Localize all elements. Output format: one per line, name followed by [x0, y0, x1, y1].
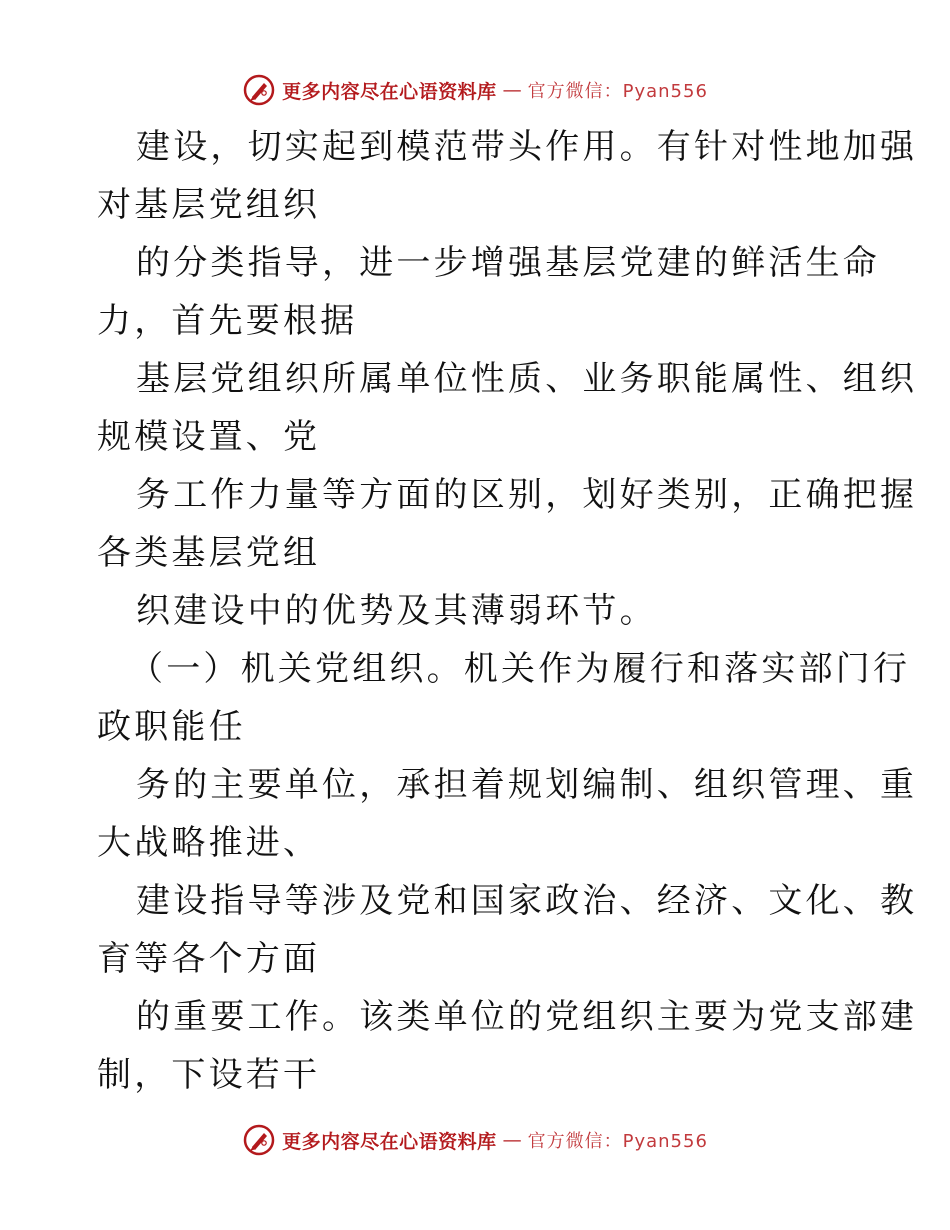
watermark-separator: —	[502, 1129, 522, 1151]
watermark-wechat-text: 官方微信：Pyan556	[527, 81, 708, 102]
text-line: 力，首先要根据	[97, 301, 358, 341]
text-line: 政职能任	[97, 707, 246, 747]
text-line: 务的主要单位，承担着规划编制、组织管理、重	[136, 765, 918, 805]
text-line: 织建设中的优势及其薄弱环节。	[136, 591, 657, 631]
text-line: 各类基层党组	[97, 533, 321, 573]
text-line: 的分类指导，进一步增强基层党建的鲜活生命	[136, 243, 880, 283]
footer-watermark	[0, 1120, 950, 1160]
watermark-brand-text: 更多内容尽在心语资料库	[282, 1130, 497, 1153]
text-line: 务工作力量等方面的区别，划好类别，正确把握	[136, 475, 918, 515]
text-line: 的重要工作。该类单位的党组织主要为党支部建	[136, 997, 918, 1037]
document-body	[97, 118, 918, 1104]
text-line: 制，下设若干	[97, 1055, 321, 1095]
text-line: 建设，切实起到模范带头作用。有针对性地加强	[136, 127, 918, 167]
watermark-separator: —	[502, 79, 522, 101]
text-line: 建设指导等涉及党和国家政治、经济、文化、教	[136, 881, 918, 921]
text-line: 大战略推进、	[97, 823, 321, 863]
section-heading-line: （一）机关党组织。机关作为履行和落实部门行	[129, 649, 911, 689]
quill-pen-logo-icon	[242, 73, 276, 107]
text-line: 对基层党组织	[97, 185, 321, 225]
text-line: 基层党组织所属单位性质、业务职能属性、组织	[136, 359, 918, 399]
quill-pen-logo-icon	[242, 1123, 276, 1157]
watermark-wechat-text: 官方微信：Pyan556	[527, 1131, 708, 1152]
text-line: 规模设置、党	[97, 417, 321, 457]
watermark-brand-text: 更多内容尽在心语资料库	[282, 80, 497, 103]
text-line: 育等各个方面	[97, 939, 321, 979]
header-watermark	[0, 70, 950, 110]
